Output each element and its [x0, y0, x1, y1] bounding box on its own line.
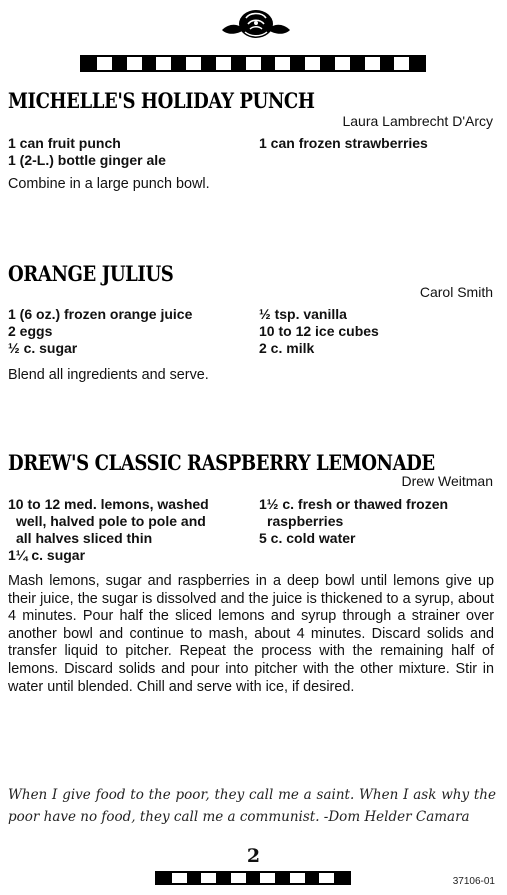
- ingredient: 1 can frozen strawberries: [259, 135, 428, 151]
- recipe-directions: Blend all ingredients and serve.: [8, 367, 209, 383]
- ingredient: 10 to 12 med. lemons, washed: [8, 496, 209, 512]
- recipe-title: DREW'S CLASSIC RASPBERRY LEMONADE: [8, 450, 435, 475]
- ingredient: 10 to 12 ice cubes: [259, 323, 379, 339]
- recipe-directions: Combine in a large punch bowl.: [8, 176, 210, 192]
- quote: When I give food to the poor, they call me a saint. When I ask why the poor have no food, they call me a communist. -Dom Helder Camara: [8, 787, 496, 825]
- ingredients-left: [8, 135, 166, 169]
- ingredient: 1 can fruit punch: [8, 135, 121, 151]
- bottom-checker-border: [155, 871, 351, 885]
- document-code: 37106-01: [452, 876, 495, 887]
- ingredient: ½ c. sugar: [8, 340, 78, 356]
- rose-icon: [216, 4, 296, 44]
- recipe-title: MICHELLE'S HOLIDAY PUNCH: [8, 88, 315, 113]
- ingredients-right: [259, 496, 448, 547]
- ingredient: 1½ c. fresh or thawed frozen: [259, 496, 449, 512]
- ingredients-right: [259, 306, 379, 357]
- ingredients-right: [259, 135, 428, 152]
- ingredient: 2 eggs: [8, 323, 53, 339]
- ingredient: raspberries: [267, 513, 344, 529]
- ingredient: 2 c. milk: [259, 340, 315, 356]
- recipe-author: Laura Lambrecht D'Arcy: [342, 113, 493, 129]
- ingredient: 1¼ c. sugar: [8, 547, 86, 563]
- recipe-author: Carol Smith: [419, 284, 493, 300]
- ingredient: 1 (6 oz.) frozen orange juice: [8, 306, 193, 322]
- recipe-title: ORANGE JULIUS: [8, 261, 174, 286]
- ingredient: ½ tsp. vanilla: [259, 306, 347, 322]
- recipe-directions: Mash lemons, sugar and raspberries in a deep bowl until lemons give up their juice, the sugar is dissolved and the juice is thickened to a syrup, about 4 minutes. Pour half the sliced lemons and syrup through a strainer over another bowl and continue to mash, about 4 minutes. Discard solids and transfer liquid to pitcher. Repeat the process with the remaining half of lemons. Discard solids and pour into pitcher with the other mixture. Stir in water until blended. Chill and serve with ice, if desired.: [8, 573, 494, 695]
- recipe-author: Drew Weitman: [401, 473, 493, 489]
- top-checker-border: [80, 55, 426, 72]
- page-number: 2: [246, 845, 261, 867]
- ingredient: well, halved pole to pole and: [16, 513, 206, 529]
- ingredient: 5 c. cold water: [259, 530, 356, 546]
- ingredient: 1 (2-L.) bottle ginger ale: [8, 152, 166, 168]
- ingredient: all halves sliced thin: [16, 530, 153, 546]
- ingredients-left: [8, 496, 209, 564]
- ingredients-left: [8, 306, 192, 357]
